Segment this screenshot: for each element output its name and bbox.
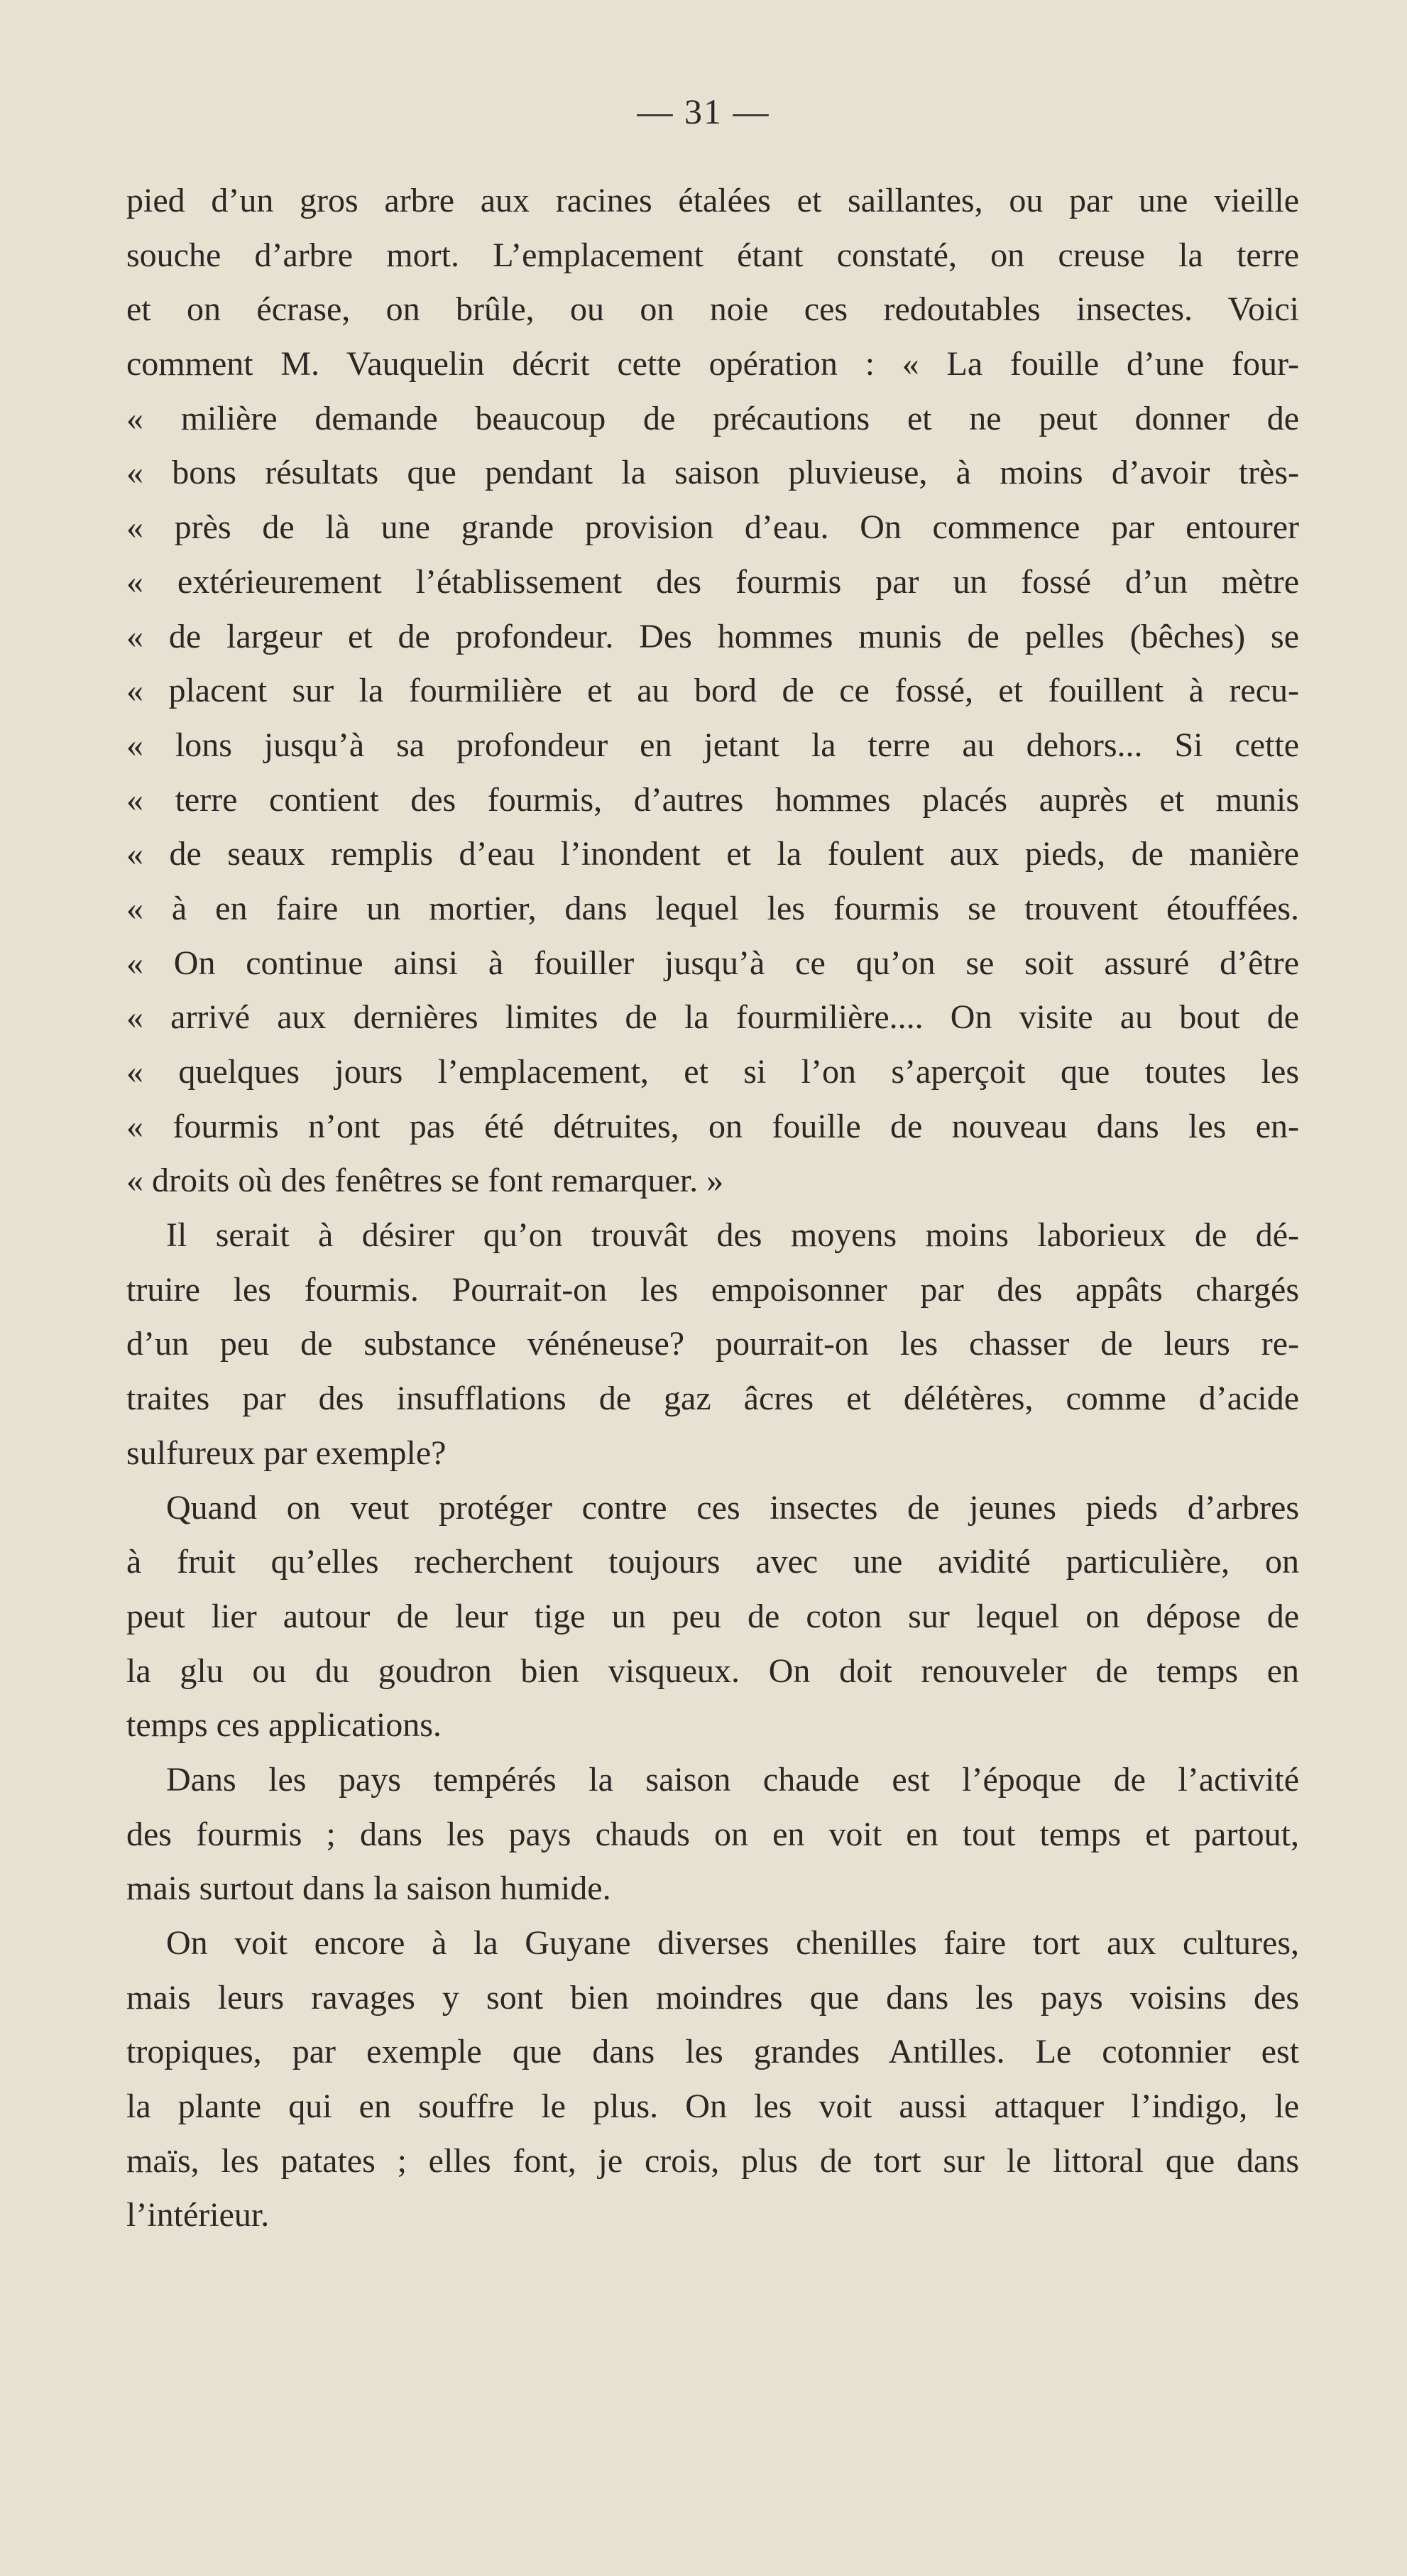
text-line: maïs, les patates ; elles font, je crois, plus de tort sur le littoral que dans (126, 2141, 1299, 2180)
text-line: « arrivé aux dernières limites de la fourmilière.... On visite au bout de (126, 998, 1299, 1037)
text-line: pied d’un gros arbre aux racines étalées et saillantes, ou par une vieille (126, 182, 1299, 219)
text-line: « de seaux remplis d’eau l’inondent et la foulent aux pieds, de manière (126, 835, 1299, 873)
text-line: « à en faire un mortier, dans lequel les fourmis se trouvent étouffées. (126, 889, 1299, 927)
text-line: « placent sur la fourmilière et au bord de ce fossé, et fouillent à recu- (126, 672, 1299, 710)
text-line: « bons résultats que pendant la saison pluvieuse, à moins d’avoir très- (126, 454, 1299, 492)
text-line: « près de là une grande provision d’eau. On commence par entourer (126, 508, 1299, 547)
text-line: peut lier autour de leur tige un peu de coton sur lequel on dépose de (126, 1597, 1299, 1635)
text-line: « milière demande beaucoup de précautions et ne peut donner de (126, 399, 1299, 437)
text-line: « droits où des fenêtres se font remarquer. » (126, 1162, 724, 1200)
text-line: la glu ou du goudron bien visqueux. On doit renouveler de temps en (126, 1652, 1299, 1690)
text-line: mais surtout dans la saison humide. (126, 1870, 611, 1908)
text-line: tropiques, par exemple que dans les grandes Antilles. Le cotonnier est (126, 2033, 1299, 2071)
text-line: d’un peu de substance vénéneuse? pourrait-on les chasser de leurs re- (126, 1325, 1299, 1363)
paragraph-start-line: Dans les pays tempérés la saison chaude est l’époque de l’activité (166, 1760, 1299, 1799)
text-line: « de largeur et de profondeur. Des hommes munis de pelles (bêches) se (126, 617, 1299, 655)
text-line: « lons jusqu’à sa profondeur en jetant la terre au dehors... Si cette (126, 726, 1299, 764)
text-line: truire les fourmis. Pourrait-on les empoisonner par des appâts chargés (126, 1270, 1299, 1309)
text-line: « quelques jours l’emplacement, et si l’on s’aperçoit que toutes les (126, 1053, 1299, 1091)
text-line: « terre contient des fourmis, d’autres hommes placés auprès et munis (126, 780, 1299, 819)
text-line: traites par des insufflations de gaz âcres et délétères, comme d’acide (126, 1380, 1299, 1418)
text-line: souche d’arbre mort. L’emplacement étant constaté, on creuse la terre (126, 236, 1299, 274)
paragraph-start-line: Quand on veut protéger contre ces insectes de jeunes pieds d’arbres (166, 1488, 1299, 1527)
page-number: — 31 — (637, 92, 770, 131)
text-line: des fourmis ; dans les pays chauds on en voit en tout temps et partout, (126, 1815, 1299, 1853)
text-line: comment M. Vauquelin décrit cette opération : « La fouille d’une four- (126, 345, 1299, 383)
text-line: mais leurs ravages y sont bien moindres que dans les pays voisins des (126, 1978, 1299, 2016)
text-line: et on écrase, on brûle, ou on noie ces redoutables insectes. Voici (126, 290, 1299, 329)
text-line: à fruit qu’elles recherchent toujours avec une avidité particulière, on (126, 1543, 1299, 1581)
text-line: « On continue ainsi à fouiller jusqu’à ce qu’on se soit assuré d’être (126, 944, 1299, 982)
body-text (126, 174, 1299, 2243)
paragraph-start-line: On voit encore à la Guyane diverses chenilles faire tort aux cultures, (166, 1924, 1299, 1962)
text-line: temps ces applications. (126, 1706, 442, 1745)
text-line: « extérieurement l’établissement des fourmis par un fossé d’un mètre (126, 562, 1299, 601)
text-line: la plante qui en souffre le plus. On les voit aussi attaquer l’indigo, le (126, 2087, 1299, 2126)
text-line: « fourmis n’ont pas été détruites, on fouille de nouveau dans les en- (126, 1107, 1299, 1145)
text-line: sulfureux par exemple? (126, 1434, 447, 1472)
text-line: l’intérieur. (126, 2196, 270, 2234)
paragraph-start-line: Il serait à désirer qu’on trouvât des moyens moins laborieux de dé- (166, 1216, 1299, 1255)
